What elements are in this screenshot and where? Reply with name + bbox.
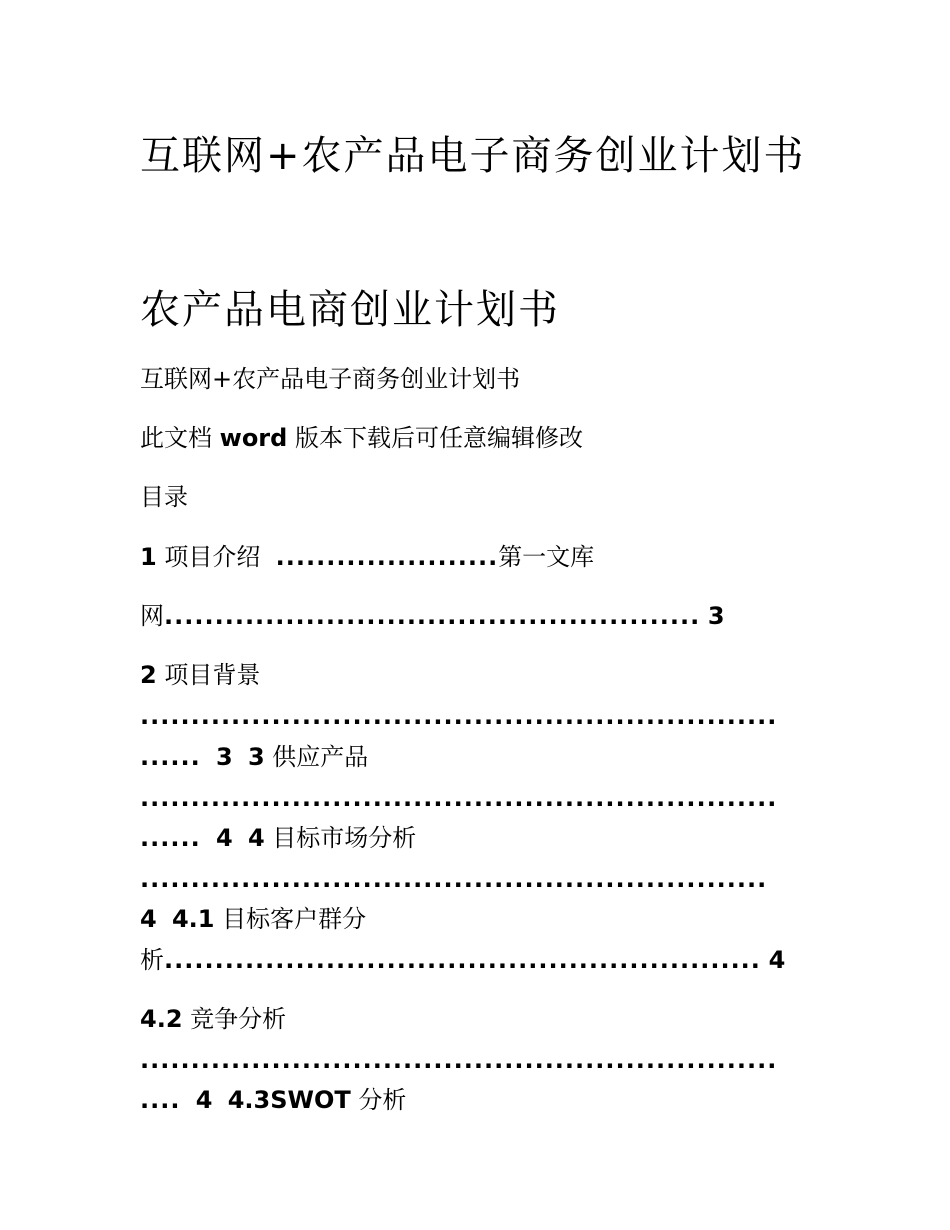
toc-leader: ............................................................... — [140, 784, 778, 812]
toc-page-number: 4 — [140, 905, 157, 933]
toc-text: 项目背景 — [164, 661, 261, 689]
toc-line — [140, 823, 416, 853]
toc-text: 目标市场分析 — [272, 824, 417, 852]
toc-line — [140, 904, 366, 934]
toc-text: 析 — [140, 946, 164, 974]
editable-note — [140, 423, 583, 453]
toc-leader: ..................................................... — [164, 602, 701, 630]
toc-heading: 目录 — [140, 483, 188, 511]
toc-page-number: 3 — [707, 602, 725, 630]
toc-line — [140, 660, 260, 690]
toc-leader: ........................................................... — [164, 946, 761, 974]
toc-text: 竞争分析 — [190, 1005, 287, 1033]
toc-number: 4.3SWOT — [227, 1086, 351, 1114]
document-secondary-title: 农产品电商创业计划书 — [140, 287, 560, 333]
document-title: 互联网+农产品电子商务创业计划书 — [140, 133, 806, 179]
toc-text: 目标客户群分 — [222, 905, 367, 933]
note-prefix: 此文档 — [140, 424, 212, 452]
toc-leader: ...... — [140, 743, 201, 771]
toc-number: 3 — [247, 743, 265, 771]
toc-line — [140, 783, 777, 813]
note-word: word — [219, 424, 288, 452]
toc-number: 2 — [140, 661, 157, 689]
toc-leader: .... — [140, 1086, 181, 1114]
toc-number: 4 — [247, 824, 265, 852]
toc-line — [140, 1045, 777, 1075]
toc-line — [140, 945, 785, 975]
toc-page-number: 4 — [215, 824, 233, 852]
toc-line — [140, 1085, 406, 1115]
toc-line — [140, 542, 594, 572]
toc-line — [140, 701, 777, 731]
toc-leader: ...................... — [275, 543, 499, 571]
toc-page-number: 4 — [768, 946, 786, 974]
toc-line — [140, 864, 767, 894]
toc-text: 第一文库 — [498, 543, 595, 571]
toc-text: 分析 — [358, 1086, 407, 1114]
toc-number: 4.1 — [171, 905, 215, 933]
toc-leader: .............................................................. — [140, 865, 768, 893]
toc-number: 1 — [140, 543, 157, 571]
toc-page-number: 4 — [195, 1086, 213, 1114]
note-suffix: 版本下载后可任意编辑修改 — [294, 424, 583, 452]
document-subtitle: 互联网+农产品电子商务创业计划书 — [140, 365, 521, 393]
toc-text: 供应产品 — [272, 743, 369, 771]
toc-line — [140, 601, 725, 631]
toc-leader: ............................................................... — [140, 702, 778, 730]
toc-number: 4.2 — [140, 1005, 183, 1033]
toc-page-number: 3 — [215, 743, 233, 771]
toc-text: 项目介绍 — [164, 543, 261, 571]
toc-line — [140, 742, 368, 772]
toc-leader: ...... — [140, 824, 201, 852]
toc-text: 网 — [140, 602, 164, 630]
toc-leader: ............................................................... — [140, 1046, 778, 1074]
toc-line — [140, 1004, 286, 1034]
